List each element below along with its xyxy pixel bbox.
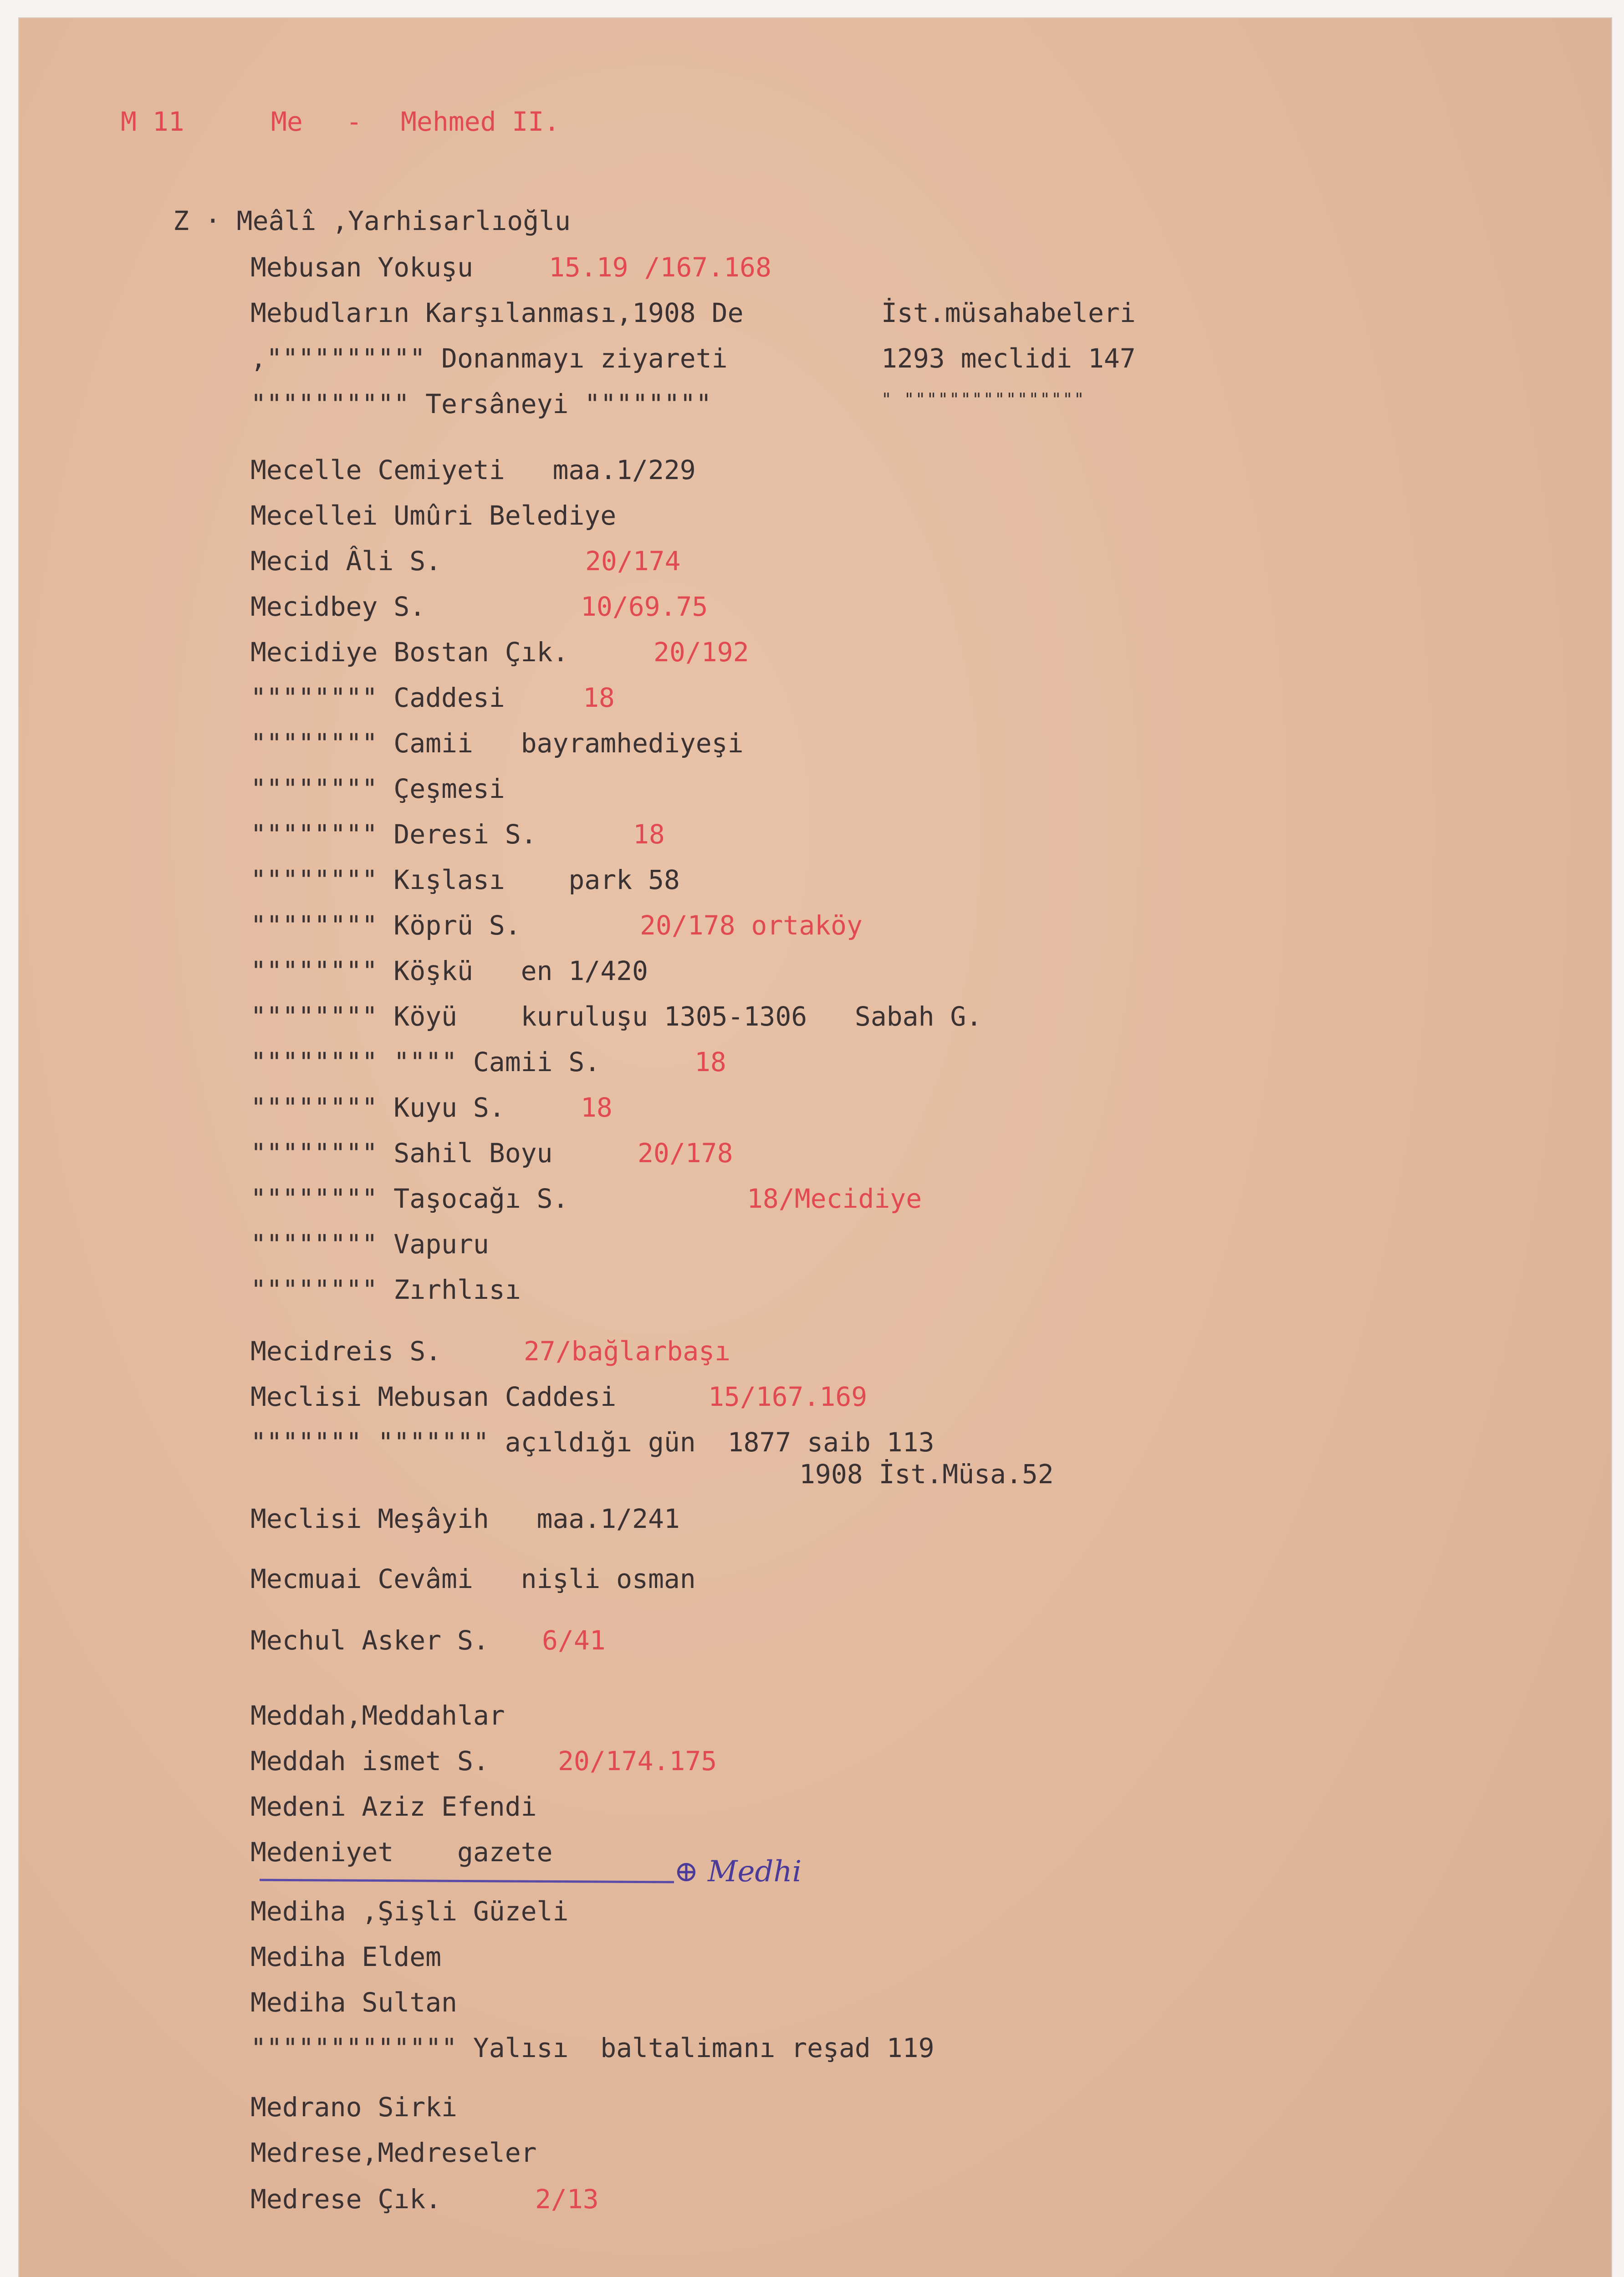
entry-line: Medrese,Medreseler: [250, 2137, 537, 2168]
entry-ref: 20/174.175: [558, 1746, 717, 1777]
entry-line: ,"""""""""" Donanmayı ziyareti: [250, 343, 728, 374]
entry-ref: 20/178: [638, 1138, 733, 1169]
entry-line: """""""" Kışlası park 58: [250, 864, 680, 895]
entry-ref: 18: [583, 682, 615, 713]
entry-line: Mediha Sultan: [250, 1987, 457, 2018]
entry-source: İst.müsahabeleri: [881, 297, 1136, 328]
card-title: Mehmed II.: [401, 106, 560, 137]
entry-line: Meclisi Mebusan Caddesi: [250, 1381, 617, 1412]
entry-line: """""""" Vapuru: [250, 1229, 489, 1260]
entry-line: Medrese Çık.: [250, 2184, 442, 2215]
entry-line: Mecelle Cemiyeti maa.1/229: [250, 454, 696, 485]
card-prefix: Me: [271, 106, 303, 137]
handwritten-underline: [260, 1879, 674, 1884]
entry-ref: 18: [695, 1047, 726, 1077]
entry-line: Mediha Eldem: [250, 1941, 442, 1972]
entry-ref: 15/167.169: [708, 1381, 868, 1412]
entry-ref: 18/Mecidiye: [747, 1183, 922, 1214]
entry-line: """""""" Taşocağı S.: [250, 1183, 569, 1214]
entry-line: Meclisi Meşâyih maa.1/241: [250, 1503, 680, 1534]
entry-ref: 2/13: [535, 2184, 599, 2215]
entry-ref: 6/41: [542, 1625, 606, 1656]
entry-line: """""""" Köşkü en 1/420: [250, 955, 648, 986]
entry-line: """""""" Zırhlısı: [250, 1274, 521, 1305]
entry-ref: 20/178 ortaköy: [640, 910, 863, 941]
entry-line: """""""""" Tersâneyi """""""": [250, 388, 712, 419]
entry-line: Mediha ,Şişli Güzeli: [250, 1896, 569, 1927]
entry-line: """""""" Köprü S.: [250, 910, 521, 941]
card-code: M 11: [121, 106, 184, 137]
entry-ref: 18: [633, 819, 665, 850]
entry-line: """""""" Deresi S.: [250, 819, 537, 850]
entry-line: """"""" """"""" açıldığı gün 1877 saib 113: [250, 1427, 935, 1458]
entry-line: """""""" Sahil Boyu: [250, 1138, 553, 1169]
entry-line: """""""" Caddesi: [250, 682, 505, 713]
entry-source: " """""""""""""""": [881, 389, 1085, 409]
entry-ref: 10/69.75: [581, 591, 708, 622]
entry-ref: 27/bağlarbaşı: [524, 1336, 730, 1367]
entry-line: Z · Meâlî ,Yarhisarlıoğlu: [173, 205, 571, 236]
entry-ref: 18: [581, 1092, 613, 1123]
entry-source: 1293 meclidi 147: [881, 343, 1136, 374]
entry-line: """""""" Kuyu S.: [250, 1092, 505, 1123]
entry-line: Medeni Aziz Efendi: [250, 1791, 537, 1822]
handwritten-note: ⊕ Medhi: [674, 1855, 802, 1889]
entry-line: Mecidbey S.: [250, 591, 426, 622]
index-card: [18, 17, 1612, 2277]
entry-line: Medrano Sirki: [250, 2092, 457, 2123]
entry-line: Medeniyet gazete: [250, 1837, 553, 1868]
entry-line: Meddah ismet S.: [250, 1746, 489, 1777]
entry-line: Mecidiye Bostan Çık.: [250, 637, 569, 668]
entry-line: """""""" Camii bayramhediyeşi: [250, 728, 744, 759]
entry-line: Mecellei Umûri Belediye: [250, 500, 617, 531]
entry-ref: 15.19 /167.168: [549, 252, 771, 283]
entry-line: 1908 İst.Müsa.52: [799, 1459, 1054, 1490]
card-dash: -: [346, 106, 362, 137]
entry-line: """""""" Köyü kuruluşu 1305-1306 Sabah G.: [250, 1001, 982, 1032]
entry-line: Mecidreis S.: [250, 1336, 442, 1367]
entry-line: """""""" """" Camii S.: [250, 1047, 601, 1077]
entry-line: Mechul Asker S.: [250, 1625, 489, 1656]
entry-line: Mebusan Yokuşu: [250, 252, 473, 283]
entry-line: Meddah,Meddahlar: [250, 1700, 505, 1731]
entry-line: Mecmuai Cevâmi nişli osman: [250, 1563, 696, 1594]
entry-line: """"""""""""" Yalısı baltalimanı reşad 119: [250, 2032, 935, 2063]
entry-ref: 20/174: [585, 546, 681, 577]
entry-line: Mebudların Karşılanması,1908 De: [250, 297, 744, 328]
entry-ref: 20/192: [654, 637, 749, 668]
entry-line: """""""" Çeşmesi: [250, 773, 505, 804]
entry-line: Mecid Âli S.: [250, 546, 442, 577]
